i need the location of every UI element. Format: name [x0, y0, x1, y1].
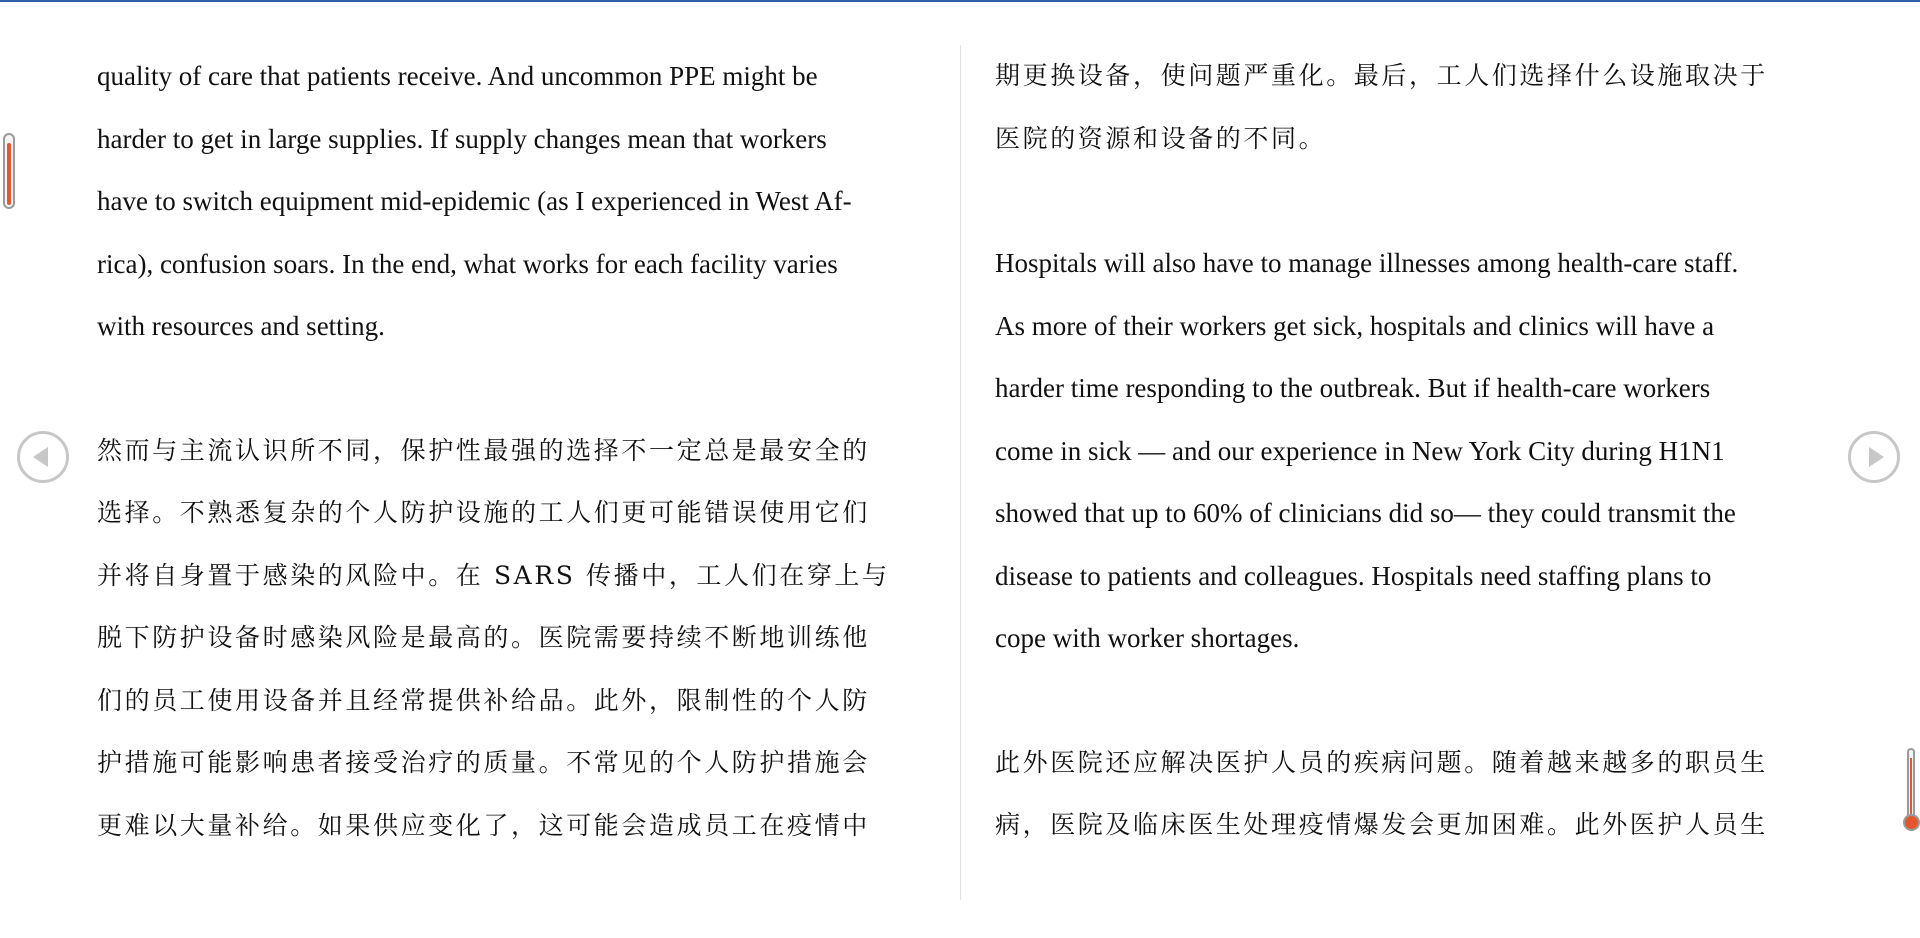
text-line: rica), confusion soars. In the end, what works for each facility varies — [97, 248, 838, 279]
left-progress-gauge — [3, 133, 15, 209]
text-line: harder to get in large supplies. If supply changes mean that workers — [97, 123, 827, 154]
left-progress-fill — [7, 143, 11, 205]
chevron-left-icon — [33, 447, 48, 467]
right-progress-gauge — [1903, 748, 1920, 832]
text-line: with resources and setting. — [97, 311, 385, 341]
paragraph — [995, 732, 1820, 857]
text-line: 然而与主流认识所不同，保护性最强的选择不一定总是最安全的 — [97, 435, 870, 465]
right-progress-tube — [1907, 748, 1915, 820]
text-line: 此外医院还应解决医护人员的疾病问题。随着越来越多的职员生 — [995, 747, 1768, 777]
previous-page-button[interactable] — [17, 431, 69, 483]
text-line: showed that up to 60% of clinicians did so— they could transmit the — [995, 498, 1736, 528]
text-line: disease to patients and colleagues. Hospitals need staffing plans to — [995, 560, 1712, 591]
text-line: 期更换设备，使问题严重化。最后，工人们选择什么设施取决于 — [995, 61, 1768, 90]
text-line: harder time responding to the outbreak. But if health-care workers — [995, 373, 1711, 403]
text-line: 医院的资源和设备的不同。 — [995, 123, 1327, 153]
text-line: Hospitals will also have to manage illnesses among health-care staff. — [995, 248, 1739, 278]
text-line: have to switch equipment mid-epidemic (as I experienced in West Af- — [97, 186, 852, 216]
text-line: 选择。不熟悉复杂的个人防护设施的工人们更可能错误使用它们 — [97, 498, 870, 527]
paragraph — [97, 45, 922, 358]
text-line: come in sick — and our experience in New York City during H1N1 — [995, 435, 1725, 466]
paragraph — [995, 45, 1820, 170]
right-progress-bulb — [1903, 814, 1920, 831]
paragraph — [97, 420, 922, 858]
text-line: quality of care that patients receive. And uncommon PPE might be — [97, 61, 818, 91]
top-accent-bar — [0, 0, 1920, 2]
text-line: 们的员工使用设备并且经常提供补给品。此外，限制性的个人防 — [97, 685, 870, 715]
page-divider — [960, 45, 961, 900]
left-page — [97, 45, 922, 895]
text-line: 脱下防护设备时感染风险是最高的。医院需要持续不断地训练他 — [97, 623, 870, 652]
chevron-right-icon — [1869, 447, 1884, 467]
text-line: 护措施可能影响患者接受治疗的质量。不常见的个人防护措施会 — [97, 748, 870, 777]
text-line: As more of their workers get sick, hospitals and clinics will have a — [995, 310, 1715, 341]
text-line: cope with worker shortages. — [995, 623, 1300, 653]
right-page — [995, 45, 1820, 895]
paragraph — [995, 232, 1820, 670]
text-line: 病，医院及临床医生处理疫情爆发会更加困难。此外医护人员生 — [995, 810, 1768, 839]
next-page-button[interactable] — [1848, 431, 1900, 483]
right-progress-fill — [1910, 758, 1912, 820]
text-line: 更难以大量补给。如果供应变化了，这可能会造成员工在疫情中 — [97, 810, 870, 840]
text-line: 并将自身置于感染的风险中。在 SARS 传播中，工人们在穿上与 — [97, 560, 890, 590]
